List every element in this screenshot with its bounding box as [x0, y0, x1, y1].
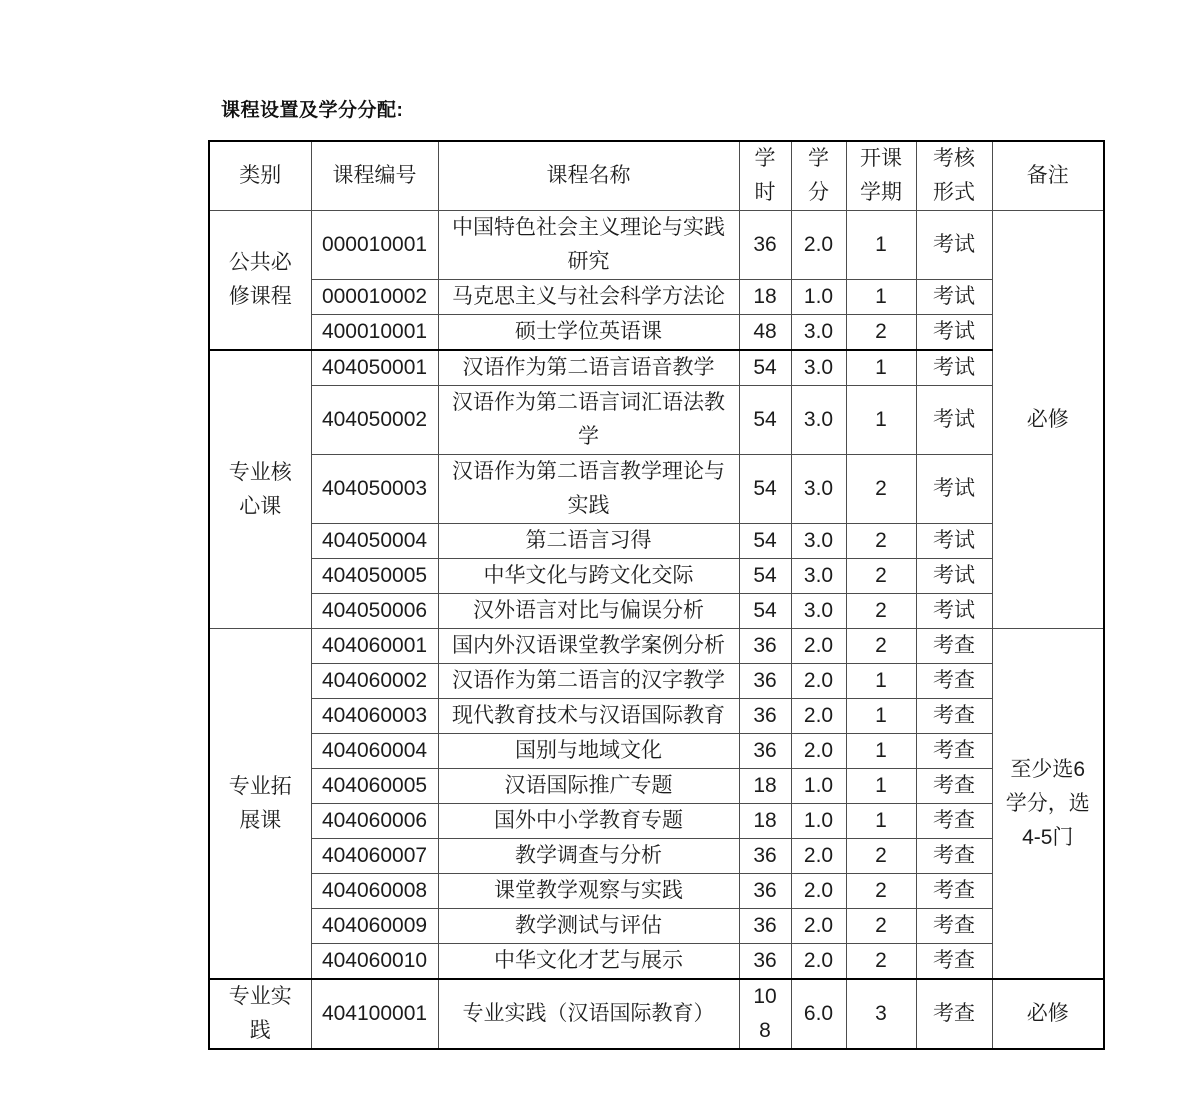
header-assessment: 考核形式 [916, 141, 992, 211]
cell-semester: 1 [846, 280, 916, 315]
cell-assessment: 考查 [916, 769, 992, 804]
cell-name: 汉语作为第二语言词汇语法教学 [438, 386, 739, 455]
cell-hours: 36 [739, 211, 791, 280]
cell-semester: 1 [846, 350, 916, 386]
cell-code: 404050005 [311, 559, 438, 594]
cell-code: 404100001 [311, 979, 438, 1049]
cell-name: 汉语作为第二语言的汉字教学 [438, 664, 739, 699]
cell-hours: 18 [739, 769, 791, 804]
cell-hours: 108 [739, 979, 791, 1049]
header-course-code: 课程编号 [311, 141, 438, 211]
table-row [209, 629, 1104, 664]
cell-assessment: 考查 [916, 839, 992, 874]
table-row [209, 769, 1104, 804]
category-cell: 专业拓展课 [209, 629, 311, 980]
cell-credits: 3.0 [791, 594, 846, 629]
cell-assessment: 考试 [916, 315, 992, 351]
cell-code: 404060009 [311, 909, 438, 944]
cell-semester: 2 [846, 944, 916, 980]
table-row [209, 839, 1104, 874]
cell-credits: 3.0 [791, 524, 846, 559]
cell-credits: 2.0 [791, 734, 846, 769]
cell-semester: 3 [846, 979, 916, 1049]
cell-semester: 1 [846, 211, 916, 280]
header-semester: 开课学期 [846, 141, 916, 211]
cell-name: 中华文化才艺与展示 [438, 944, 739, 980]
header-category: 类别 [209, 141, 311, 211]
header-course-name: 课程名称 [438, 141, 739, 211]
cell-credits: 1.0 [791, 804, 846, 839]
table-row [209, 559, 1104, 594]
cell-name: 汉外语言对比与偏误分析 [438, 594, 739, 629]
cell-code: 404050006 [311, 594, 438, 629]
cell-semester: 2 [846, 839, 916, 874]
cell-code: 404060002 [311, 664, 438, 699]
cell-name: 国内外汉语课堂教学案例分析 [438, 629, 739, 664]
table-row [209, 664, 1104, 699]
header-remark: 备注 [992, 141, 1104, 211]
cell-credits: 2.0 [791, 629, 846, 664]
table-row [209, 350, 1104, 386]
course-credit-table [208, 140, 1105, 1050]
cell-code: 404060005 [311, 769, 438, 804]
cell-credits: 6.0 [791, 979, 846, 1049]
cell-name: 硕士学位英语课 [438, 315, 739, 351]
table-row [209, 315, 1104, 351]
table-row [209, 944, 1104, 980]
cell-assessment: 考查 [916, 734, 992, 769]
cell-name: 第二语言习得 [438, 524, 739, 559]
cell-credits: 2.0 [791, 909, 846, 944]
cell-hours: 36 [739, 944, 791, 980]
remark-cell: 至少选6学分，选4-5门 [992, 629, 1104, 980]
cell-credits: 2.0 [791, 211, 846, 280]
cell-assessment: 考试 [916, 280, 992, 315]
cell-assessment: 考查 [916, 979, 992, 1049]
cell-credits: 3.0 [791, 455, 846, 524]
cell-assessment: 考查 [916, 629, 992, 664]
cell-hours: 36 [739, 839, 791, 874]
cell-assessment: 考试 [916, 386, 992, 455]
cell-semester: 1 [846, 386, 916, 455]
table-row [209, 594, 1104, 629]
cell-code: 404060007 [311, 839, 438, 874]
cell-assessment: 考试 [916, 524, 992, 559]
cell-hours: 36 [739, 664, 791, 699]
cell-assessment: 考试 [916, 211, 992, 280]
table-row [209, 874, 1104, 909]
cell-credits: 2.0 [791, 699, 846, 734]
cell-code: 404060006 [311, 804, 438, 839]
cell-hours: 36 [739, 629, 791, 664]
cell-code: 404060003 [311, 699, 438, 734]
cell-credits: 3.0 [791, 315, 846, 351]
cell-semester: 1 [846, 664, 916, 699]
cell-credits: 2.0 [791, 874, 846, 909]
table-row [209, 734, 1104, 769]
cell-assessment: 考查 [916, 664, 992, 699]
cell-name: 国别与地域文化 [438, 734, 739, 769]
cell-semester: 2 [846, 315, 916, 351]
category-cell: 专业实践 [209, 979, 311, 1049]
cell-credits: 3.0 [791, 559, 846, 594]
cell-hours: 36 [739, 699, 791, 734]
table-header [209, 141, 1104, 211]
cell-hours: 36 [739, 874, 791, 909]
cell-assessment: 考查 [916, 874, 992, 909]
cell-name: 教学测试与评估 [438, 909, 739, 944]
header-hours: 学时 [739, 141, 791, 211]
header-credits: 学分 [791, 141, 846, 211]
remark-cell: 必修 [992, 979, 1104, 1049]
cell-assessment: 考试 [916, 559, 992, 594]
cell-credits: 2.0 [791, 839, 846, 874]
cell-assessment: 考试 [916, 455, 992, 524]
remark-cell: 必修 [992, 211, 1104, 629]
cell-credits: 3.0 [791, 386, 846, 455]
cell-hours: 48 [739, 315, 791, 351]
cell-name: 教学调查与分析 [438, 839, 739, 874]
page-title: 课程设置及学分分配: [221, 100, 404, 121]
table-row [209, 909, 1104, 944]
table-row [209, 386, 1104, 455]
cell-hours: 54 [739, 559, 791, 594]
cell-hours: 54 [739, 455, 791, 524]
cell-credits: 2.0 [791, 944, 846, 980]
cell-semester: 2 [846, 909, 916, 944]
cell-name: 现代教育技术与汉语国际教育 [438, 699, 739, 734]
table-row [209, 524, 1104, 559]
cell-code: 404060004 [311, 734, 438, 769]
cell-semester: 1 [846, 804, 916, 839]
category-cell: 专业核心课 [209, 350, 311, 629]
header-row [209, 141, 1104, 211]
cell-credits: 1.0 [791, 769, 846, 804]
cell-code: 404050001 [311, 350, 438, 386]
cell-name: 中国特色社会主义理论与实践研究 [438, 211, 739, 280]
table-row [209, 211, 1104, 280]
table-row [209, 979, 1104, 1049]
cell-semester: 1 [846, 734, 916, 769]
cell-hours: 54 [739, 524, 791, 559]
cell-credits: 3.0 [791, 350, 846, 386]
cell-semester: 2 [846, 455, 916, 524]
cell-name: 汉语作为第二语言语音教学 [438, 350, 739, 386]
category-cell: 公共必修课程 [209, 211, 311, 351]
cell-semester: 2 [846, 524, 916, 559]
cell-code: 404050003 [311, 455, 438, 524]
cell-code: 404060010 [311, 944, 438, 980]
cell-code: 404050002 [311, 386, 438, 455]
cell-assessment: 考查 [916, 804, 992, 839]
table-row [209, 699, 1104, 734]
cell-assessment: 考查 [916, 909, 992, 944]
table-row [209, 280, 1104, 315]
cell-semester: 2 [846, 594, 916, 629]
cell-code: 000010002 [311, 280, 438, 315]
cell-assessment: 考查 [916, 944, 992, 980]
cell-semester: 1 [846, 769, 916, 804]
cell-name: 专业实践（汉语国际教育） [438, 979, 739, 1049]
cell-code: 404060008 [311, 874, 438, 909]
cell-hours: 36 [739, 734, 791, 769]
cell-name: 汉语国际推广专题 [438, 769, 739, 804]
cell-credits: 1.0 [791, 280, 846, 315]
cell-name: 马克思主义与社会科学方法论 [438, 280, 739, 315]
cell-name: 国外中小学教育专题 [438, 804, 739, 839]
table-row [209, 455, 1104, 524]
cell-hours: 36 [739, 909, 791, 944]
cell-semester: 1 [846, 699, 916, 734]
cell-code: 400010001 [311, 315, 438, 351]
cell-code: 000010001 [311, 211, 438, 280]
cell-credits: 2.0 [791, 664, 846, 699]
cell-hours: 54 [739, 386, 791, 455]
cell-hours: 18 [739, 280, 791, 315]
cell-hours: 54 [739, 594, 791, 629]
cell-semester: 2 [846, 629, 916, 664]
cell-hours: 18 [739, 804, 791, 839]
cell-code: 404060001 [311, 629, 438, 664]
table-row [209, 804, 1104, 839]
cell-assessment: 考试 [916, 594, 992, 629]
cell-semester: 2 [846, 874, 916, 909]
cell-semester: 2 [846, 559, 916, 594]
cell-hours: 54 [739, 350, 791, 386]
cell-assessment: 考查 [916, 699, 992, 734]
cell-name: 课堂教学观察与实践 [438, 874, 739, 909]
cell-name: 中华文化与跨文化交际 [438, 559, 739, 594]
cell-code: 404050004 [311, 524, 438, 559]
cell-name: 汉语作为第二语言教学理论与实践 [438, 455, 739, 524]
cell-assessment: 考试 [916, 350, 992, 386]
